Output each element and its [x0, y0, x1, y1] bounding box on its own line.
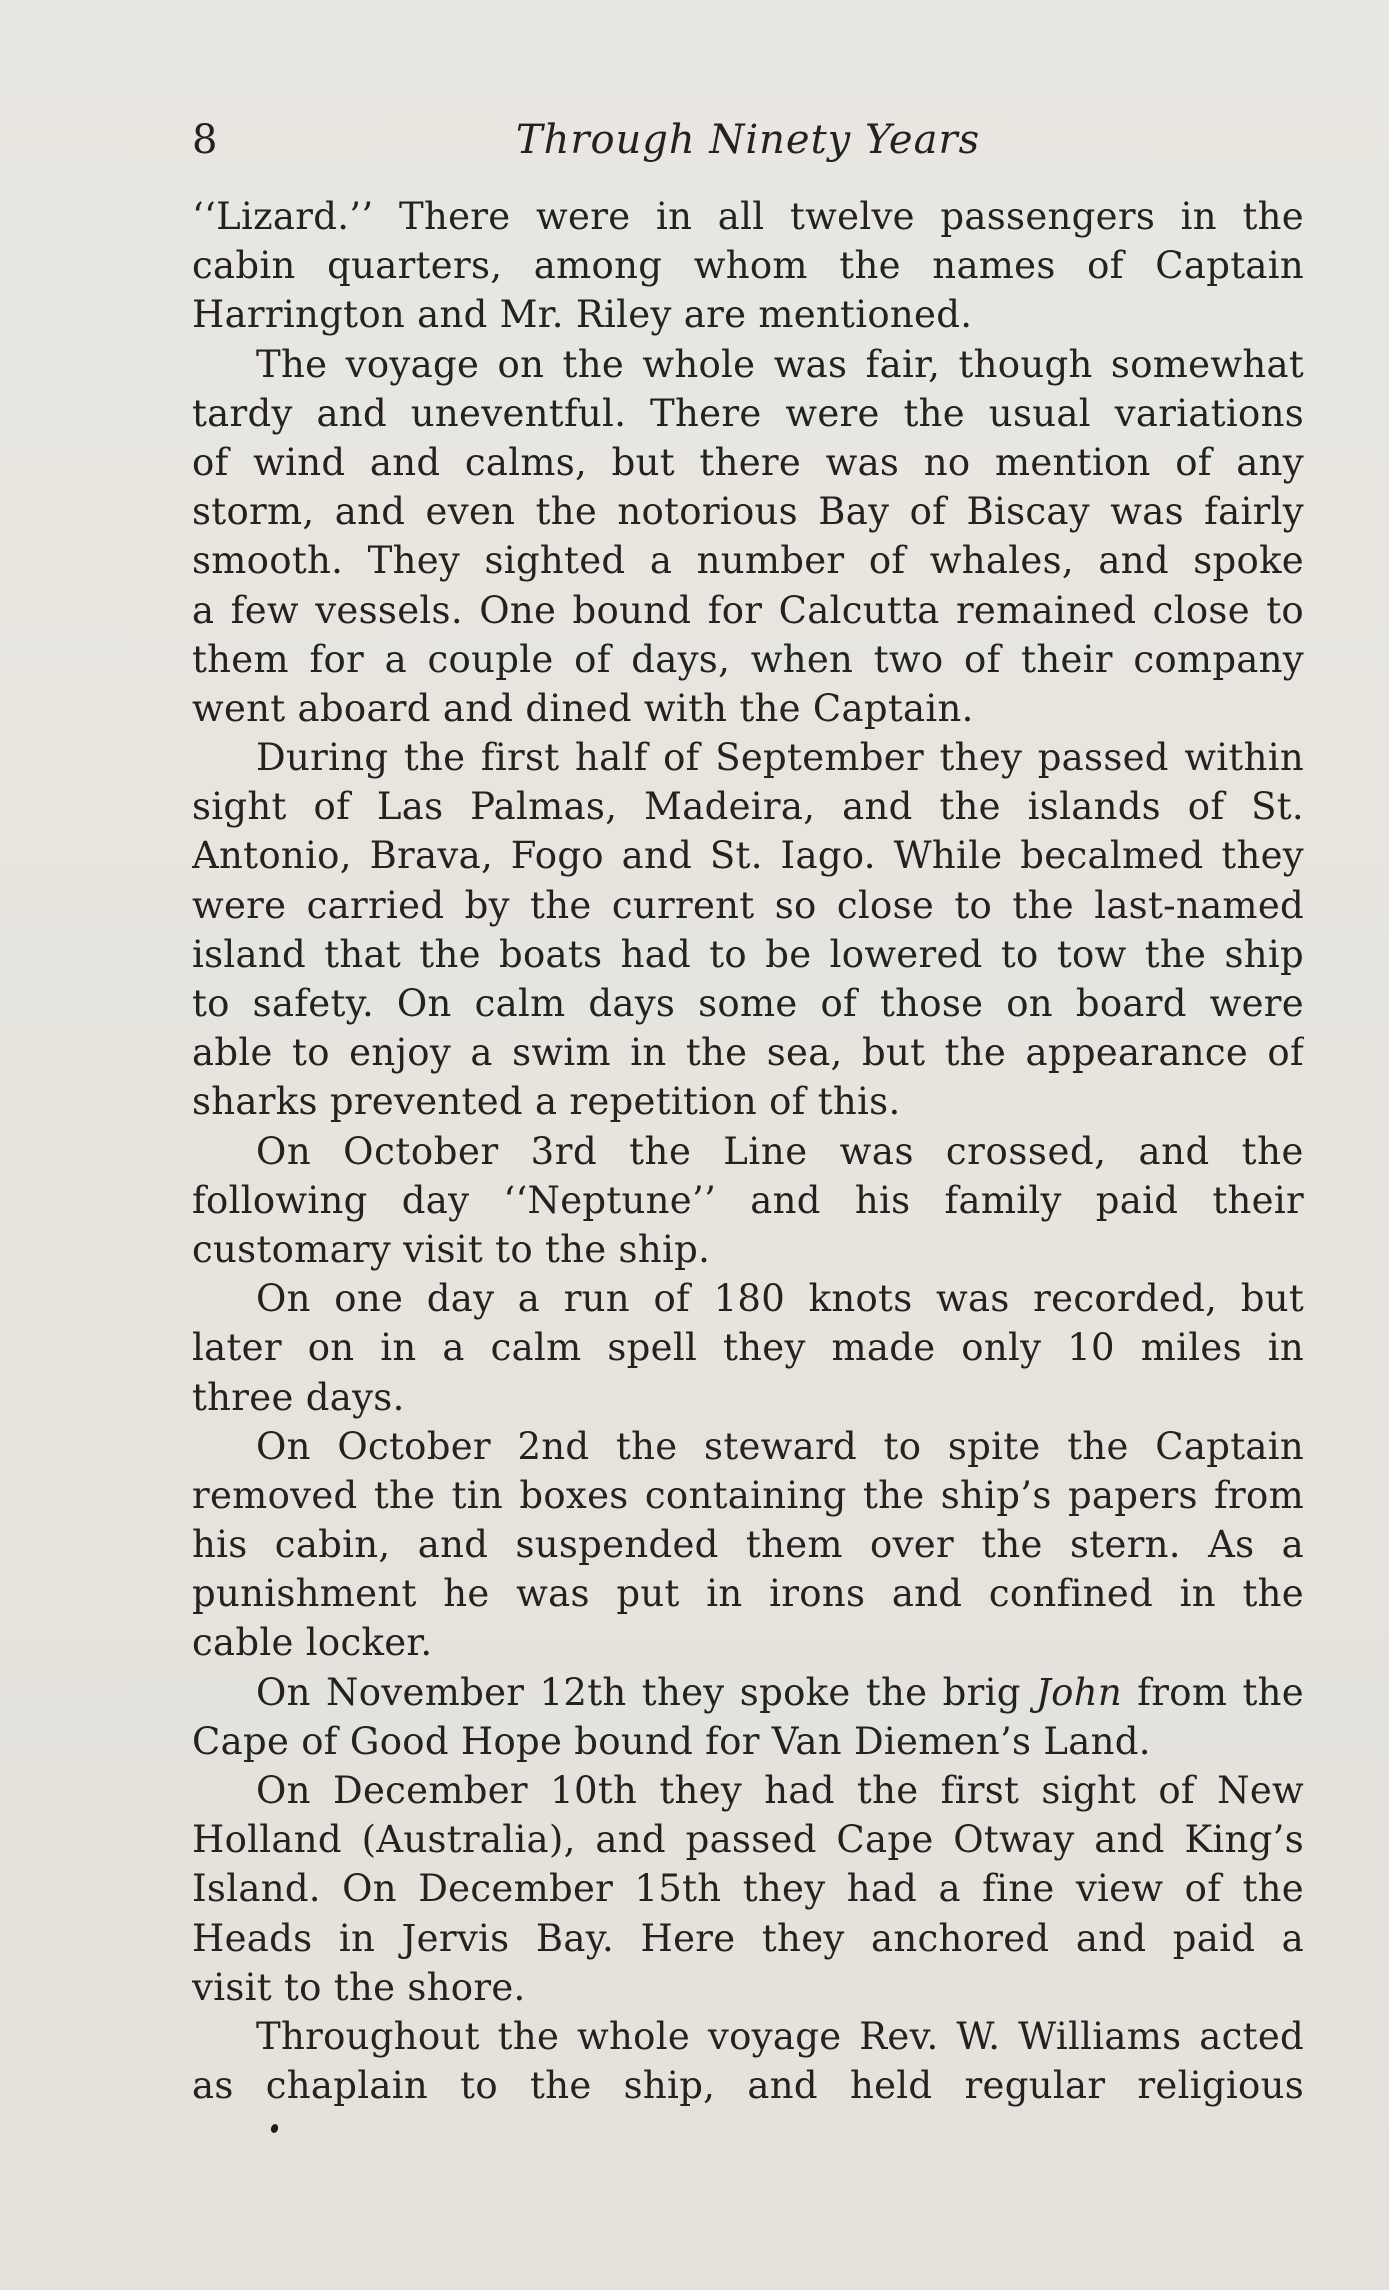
text-line: [192, 1569, 1304, 1618]
text-segment: Heads in Jervis Bay. Here they anchored and paid a: [192, 1916, 1304, 1960]
text-segment: cabin quarters, among whom the names of Captain: [192, 244, 1304, 288]
text-segment: as chaplain to the ship, and held regular religious: [192, 2064, 1304, 2108]
text-segment: to safety. On calm days some of those on board were: [192, 982, 1304, 1025]
text-line: [192, 1668, 1304, 1717]
text-segment: his cabin, and suspended them over the stern. As a: [192, 1523, 1304, 1567]
text-segment: following day ‘‘Neptune’’ and his family paid their: [192, 1178, 1304, 1222]
text-line: [192, 635, 1304, 684]
text-segment: were carried by the current so close to the last-named: [192, 883, 1304, 927]
text-line: [192, 1077, 1304, 1126]
text-segment: On October 3rd the Line was crossed, and the: [256, 1129, 1304, 1173]
text-segment: of wind and calms, but there was no mention of any: [192, 440, 1304, 484]
text-segment: storm, and even the notorious Bay of Biscay was fairly: [192, 490, 1304, 534]
text-segment: Holland (Australia), and passed Cape Otway and King’s: [192, 1818, 1304, 1862]
ink-speck: [270, 2123, 280, 2134]
text-line: [192, 1864, 1304, 1913]
text-segment: from the: [1121, 1670, 1304, 1714]
text-line: [192, 782, 1304, 831]
text-line: [192, 1914, 1304, 1963]
text-line: [192, 192, 1304, 241]
text-segment: visit to the shore.: [192, 1965, 526, 2009]
text-segment: able to enjoy a swim in the sea, but the appearance of: [192, 1031, 1304, 1075]
text-segment: them for a couple of days, when two of their company: [192, 637, 1304, 681]
text-line: [192, 684, 1304, 733]
text-line: [192, 487, 1304, 536]
text-line: [192, 586, 1304, 635]
text-segment: customary visit to the ship.: [192, 1227, 711, 1271]
text-line: [192, 1323, 1304, 1372]
text-segment: Island. On December 15th they had a fine view of the: [192, 1867, 1304, 1911]
text-segment: On November 12th they spoke the brig: [256, 1670, 1037, 1714]
text-line: [192, 831, 1304, 880]
text-segment: tardy and uneventful. There were the usual variations: [192, 391, 1304, 435]
text-line: [192, 340, 1304, 389]
text-line: [192, 1422, 1304, 1471]
page-number: 8: [192, 117, 218, 163]
text-segment: Antonio, Brava, Fogo and St. Iago. While becalmed they: [192, 834, 1304, 878]
text-line: [192, 881, 1304, 930]
text-line: [192, 1471, 1304, 1520]
running-title: Through Ninety Years: [515, 117, 981, 163]
text-segment: removed the tin boxes containing the ship’s papers from: [192, 1473, 1304, 1517]
text-segment: During the first half of September they passed within: [256, 736, 1304, 780]
text-line: [192, 241, 1304, 290]
text-segment: Harrington and Mr. Riley are mentioned.: [192, 293, 973, 337]
text-line: [192, 1963, 1304, 2012]
text-segment: smooth. They sighted a number of whales, and spoke: [192, 539, 1304, 583]
text-line: [192, 1373, 1304, 1422]
text-line: [192, 1618, 1304, 1667]
text-segment: On one day a run of 180 knots was recorded, but: [256, 1277, 1304, 1321]
text-segment: went aboard and dined with the Captain.: [192, 686, 974, 730]
text-segment: three days.: [192, 1375, 405, 1419]
text-segment: punishment he was put in irons and confined in the: [192, 1572, 1304, 1616]
text-line: [192, 2012, 1304, 2061]
text-line: [192, 1127, 1304, 1176]
text-line: [192, 1028, 1304, 1077]
text-line: [192, 979, 1304, 1028]
text-line: [192, 438, 1304, 487]
text-segment: sight of Las Palmas, Madeira, and the islands of St.: [192, 785, 1304, 829]
text-line: [192, 536, 1304, 585]
text-segment: The voyage on the whole was fair, though somewhat: [256, 342, 1304, 386]
text-segment: island that the boats had to be lowered to tow the ship: [192, 932, 1304, 976]
text-line: [192, 290, 1304, 339]
text-line: [192, 1520, 1304, 1569]
text-segment: later on in a calm spell they made only 10 miles in: [192, 1326, 1304, 1370]
body-text: [192, 192, 1304, 2110]
text-segment: sharks prevented a repetition of this.: [192, 1080, 901, 1124]
text-segment: On October 2nd the steward to spite the Captain: [256, 1424, 1304, 1468]
text-line: [192, 733, 1304, 782]
text-segment: On December 10th they had the first sight of New: [256, 1769, 1304, 1812]
text-line: [192, 1176, 1304, 1225]
page-header: [192, 112, 1304, 168]
text-line: [192, 1717, 1304, 1766]
text-line: [192, 1815, 1304, 1864]
text-line: [192, 1274, 1304, 1323]
text-segment: a few vessels. One bound for Calcutta remained close to: [192, 588, 1304, 632]
text-line: [192, 1766, 1304, 1815]
text-segment: cable locker.: [192, 1621, 433, 1665]
text-line: [192, 930, 1304, 979]
text-line: [192, 2061, 1304, 2110]
text-segment: Throughout the whole voyage Rev. W. Williams acted: [256, 2014, 1304, 2058]
text-segment: Cape of Good Hope bound for Van Diemen’s Land.: [192, 1719, 1151, 1763]
ship-name-italic: John: [1036, 1670, 1122, 1714]
text-line: [192, 1225, 1304, 1274]
text-line: [192, 389, 1304, 438]
text-segment: ‘‘Lizard.’’ There were in all twelve passengers in the: [192, 195, 1304, 238]
